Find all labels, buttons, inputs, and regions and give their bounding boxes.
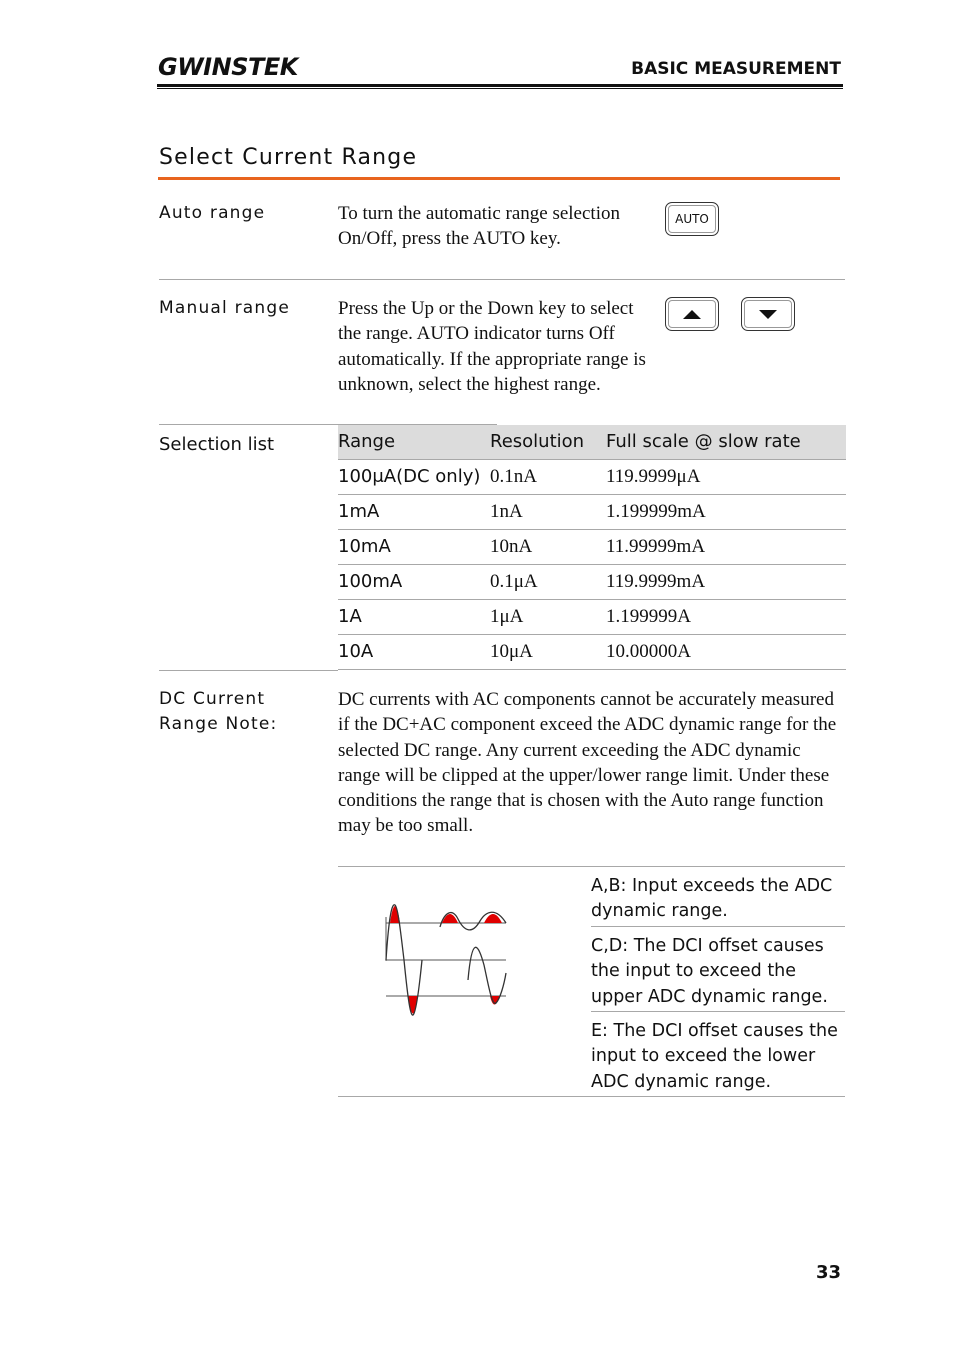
divider xyxy=(591,1011,845,1012)
title-underline xyxy=(158,177,840,180)
down-arrow-icon xyxy=(759,310,777,319)
column-header-range: Range xyxy=(338,431,396,452)
header-rule-thin xyxy=(157,88,843,89)
up-key xyxy=(665,297,719,331)
note-e: E: The DCI offset causes the input to exceed the lower ADC dynamic range. xyxy=(591,1021,838,1092)
dc-note-text: DC currents with AC components cannot be accurately measured if the DC+AC component exceed the ADC dynamic range for the selected DC range. Any current exceeding the ADC dynamic range will be clipped at the upper/lower range limit. Under these conditions the range that is chosen with the Auto range function may be too small. xyxy=(338,689,837,837)
manual-range-text: Press the Up or the Down key to select the range. AUTO indicator turns Off automatically. If the appropriate range is unknown, select the highest range. xyxy=(338,298,646,395)
waveform-e xyxy=(468,947,506,1003)
resolution-cell: 10nA xyxy=(490,536,533,557)
divider xyxy=(338,866,845,867)
range-cell: 10A xyxy=(338,641,374,662)
note-cd: C,D: The DCI offset causes the input to exceed the upper ADC dynamic range. xyxy=(591,936,828,1007)
full-scale-cell: 11.99999mA xyxy=(606,536,706,557)
clipping-waveform-diagram xyxy=(380,895,515,1025)
header-rule xyxy=(157,84,843,87)
range-cell: 100μA(DC only) xyxy=(338,466,481,487)
range-cell: 10mA xyxy=(338,536,391,557)
page-number: 33 xyxy=(815,1262,841,1283)
auto-range-label: Auto range xyxy=(159,203,266,223)
resolution-cell: 10μA xyxy=(490,641,533,662)
dc-note-label-line1: DC Current xyxy=(159,689,266,709)
resolution-cell: 0.1μA xyxy=(490,571,538,592)
table-row xyxy=(338,600,846,635)
range-cell: 100mA xyxy=(338,571,403,592)
range-cell: 1mA xyxy=(338,501,380,522)
divider xyxy=(338,1096,845,1097)
resolution-cell: 1nA xyxy=(490,501,523,522)
table-row xyxy=(338,460,846,495)
auto-range-text: To turn the automatic range selection On/Off, press the AUTO key. xyxy=(338,203,620,250)
table-row xyxy=(338,635,846,670)
table-row xyxy=(338,495,846,530)
dc-note-label-line2: Range Note: xyxy=(159,714,278,734)
column-header-full-scale: Full scale @ slow rate xyxy=(606,431,801,452)
full-scale-cell: 119.9999mA xyxy=(606,571,706,592)
resolution-cell: 0.1nA xyxy=(490,466,537,487)
selection-list-label: Selection list xyxy=(159,434,275,455)
table-row xyxy=(338,530,846,565)
divider xyxy=(159,279,845,280)
brand-logo: GWINSTEK xyxy=(158,53,298,81)
page-title: Select Current Range xyxy=(159,145,418,170)
full-scale-cell: 1.199999A xyxy=(606,606,691,627)
divider xyxy=(591,926,845,927)
table-header xyxy=(338,425,846,460)
note-ab: A,B: Input exceeds the ADC dynamic range. xyxy=(591,876,833,922)
range-cell: 1A xyxy=(338,606,362,627)
full-scale-cell: 119.9999μA xyxy=(606,466,701,487)
auto-key xyxy=(665,202,719,236)
divider xyxy=(159,670,338,671)
full-scale-cell: 10.00000A xyxy=(606,641,691,662)
table-row xyxy=(338,565,846,600)
up-arrow-icon xyxy=(683,310,701,319)
column-header-resolution: Resolution xyxy=(490,431,585,452)
manual-range-label: Manual range xyxy=(159,298,291,318)
full-scale-cell: 1.199999mA xyxy=(606,501,706,522)
resolution-cell: 1μA xyxy=(490,606,524,627)
section-header: BASIC MEASUREMENT xyxy=(631,59,841,79)
down-key xyxy=(741,297,795,331)
range-table xyxy=(338,425,846,670)
auto-key-label: AUTO xyxy=(675,212,709,226)
